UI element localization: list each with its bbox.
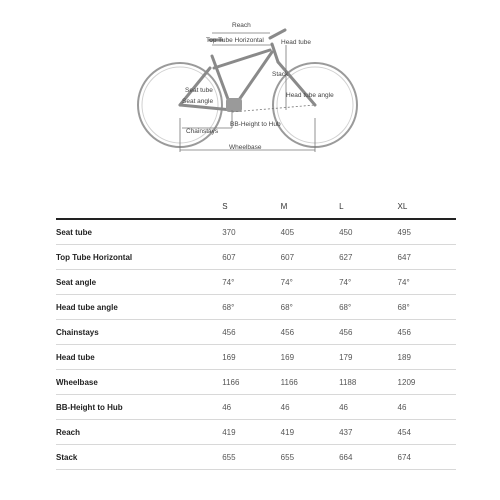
cell-value: 450 bbox=[339, 219, 397, 245]
table-row bbox=[56, 295, 456, 320]
wheelbase-label: Wheelbase bbox=[229, 144, 262, 151]
row-label: Top Tube Horizontal bbox=[56, 245, 222, 270]
top-tube-horizontal-label: Top Tube Horizontal bbox=[206, 37, 264, 44]
reach-label: Reach bbox=[232, 22, 251, 29]
cell-value: 647 bbox=[398, 245, 456, 270]
cell-value: 664 bbox=[339, 445, 397, 470]
cell-value: 68° bbox=[222, 295, 280, 320]
header-blank bbox=[56, 194, 222, 219]
cell-value: 1166 bbox=[222, 370, 280, 395]
cell-value: 456 bbox=[222, 320, 280, 345]
head-tube-angle-label: Head tube angle bbox=[286, 92, 334, 99]
table-row bbox=[56, 445, 456, 470]
cell-value: 1166 bbox=[281, 370, 339, 395]
table-header-row bbox=[56, 194, 456, 219]
cell-value: 68° bbox=[398, 295, 456, 320]
cell-value: 46 bbox=[222, 395, 280, 420]
cell-value: 68° bbox=[281, 295, 339, 320]
cell-value: 74° bbox=[281, 270, 339, 295]
table-row bbox=[56, 245, 456, 270]
cell-value: 454 bbox=[398, 420, 456, 445]
stack-label: Stack bbox=[272, 71, 289, 78]
table-row bbox=[56, 370, 456, 395]
cell-value: 456 bbox=[339, 320, 397, 345]
row-label: BB-Height to Hub bbox=[56, 395, 222, 420]
cell-value: 456 bbox=[398, 320, 456, 345]
cell-value: 179 bbox=[339, 345, 397, 370]
cell-value: 46 bbox=[398, 395, 456, 420]
cell-value: 1209 bbox=[398, 370, 456, 395]
head-tube-label: Head tube bbox=[281, 39, 311, 46]
cell-value: 456 bbox=[281, 320, 339, 345]
row-label: Head tube angle bbox=[56, 295, 222, 320]
motor bbox=[226, 98, 242, 112]
cell-value: 495 bbox=[398, 219, 456, 245]
cell-value: 419 bbox=[222, 420, 280, 445]
cell-value: 1188 bbox=[339, 370, 397, 395]
row-label: Wheelbase bbox=[56, 370, 222, 395]
table-row bbox=[56, 270, 456, 295]
geometry-table bbox=[56, 194, 456, 470]
row-label: Head tube bbox=[56, 345, 222, 370]
table-row bbox=[56, 395, 456, 420]
cell-value: 68° bbox=[339, 295, 397, 320]
row-label: Reach bbox=[56, 420, 222, 445]
size-header-xl: XL bbox=[398, 194, 456, 219]
bb-height-to-hub-label: BB-Height to Hub bbox=[230, 121, 281, 128]
cell-value: 655 bbox=[281, 445, 339, 470]
cell-value: 74° bbox=[339, 270, 397, 295]
seat-angle-label: Seat angle bbox=[182, 98, 214, 105]
cell-value: 405 bbox=[281, 219, 339, 245]
cell-value: 189 bbox=[398, 345, 456, 370]
cell-value: 74° bbox=[222, 270, 280, 295]
row-label: Chainstays bbox=[56, 320, 222, 345]
table-row bbox=[56, 320, 456, 345]
cell-value: 607 bbox=[281, 245, 339, 270]
size-header-s: S bbox=[222, 194, 280, 219]
cell-value: 674 bbox=[398, 445, 456, 470]
size-header-l: L bbox=[339, 194, 397, 219]
cell-value: 607 bbox=[222, 245, 280, 270]
cell-value: 627 bbox=[339, 245, 397, 270]
cell-value: 370 bbox=[222, 219, 280, 245]
size-header-m: M bbox=[281, 194, 339, 219]
chainstays-label: Chainstays bbox=[186, 128, 219, 135]
row-label: Seat angle bbox=[56, 270, 222, 295]
cell-value: 169 bbox=[281, 345, 339, 370]
bike-geometry-diagram bbox=[0, 0, 500, 165]
table-row bbox=[56, 420, 456, 445]
table-row bbox=[56, 219, 456, 245]
cell-value: 419 bbox=[281, 420, 339, 445]
row-label: Seat tube bbox=[56, 219, 222, 245]
cell-value: 169 bbox=[222, 345, 280, 370]
cell-value: 655 bbox=[222, 445, 280, 470]
table-row bbox=[56, 345, 456, 370]
cell-value: 74° bbox=[398, 270, 456, 295]
cell-value: 46 bbox=[281, 395, 339, 420]
row-label: Stack bbox=[56, 445, 222, 470]
cell-value: 46 bbox=[339, 395, 397, 420]
cell-value: 437 bbox=[339, 420, 397, 445]
seat-tube-label: Seat tube bbox=[185, 87, 213, 94]
